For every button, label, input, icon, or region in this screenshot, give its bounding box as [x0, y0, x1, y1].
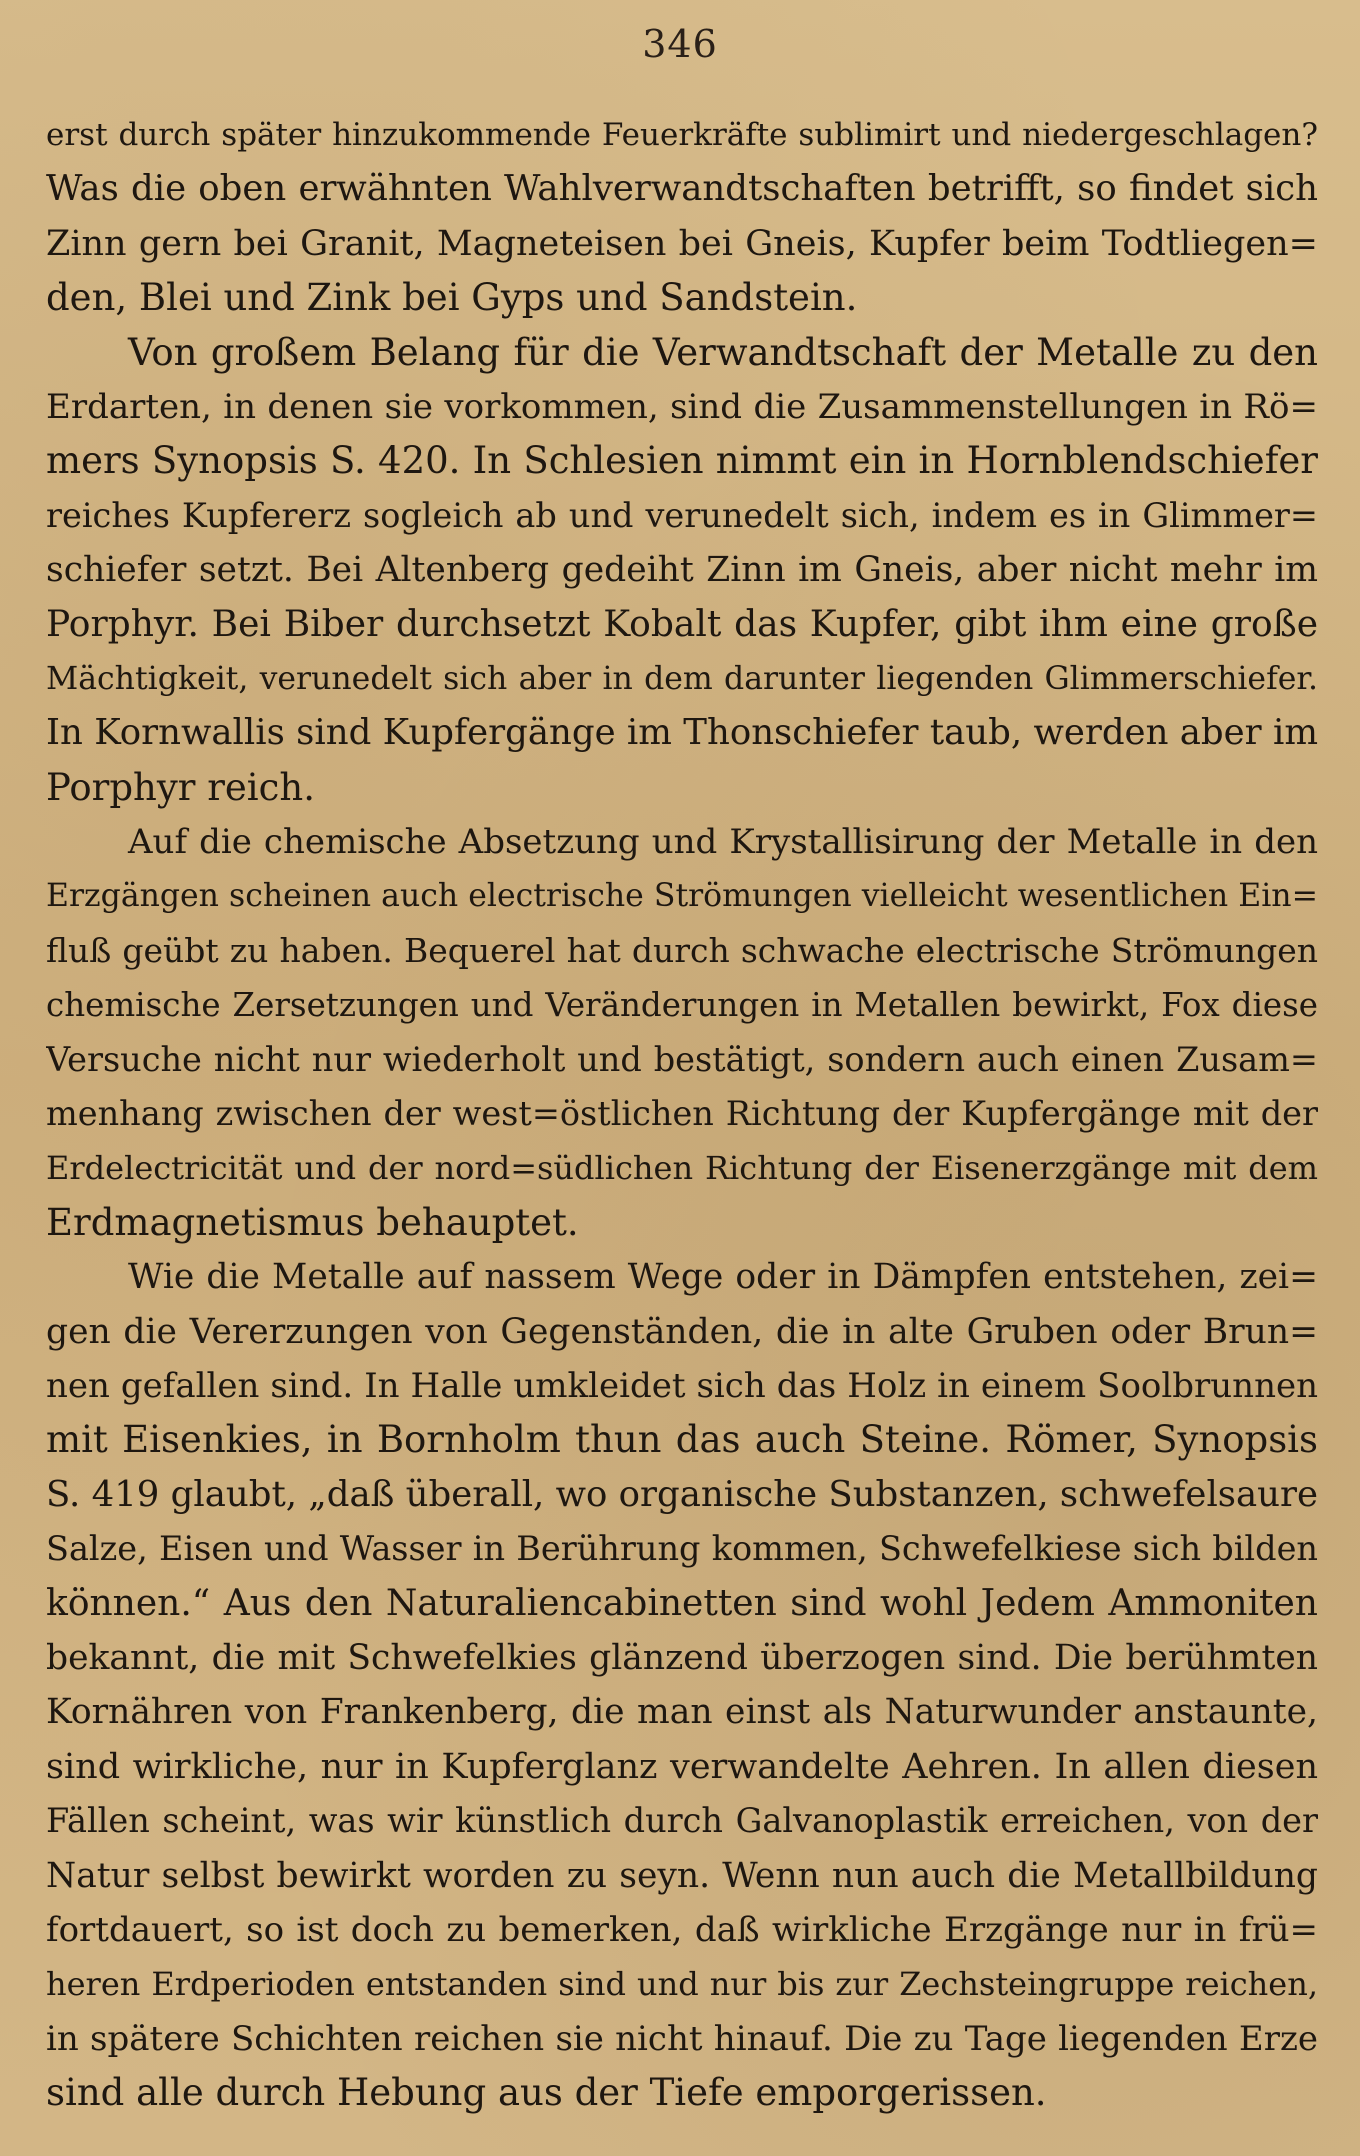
text-line: sind alle durch Hebung aus der Tiefe emporgerissen. — [46, 2071, 1047, 2115]
text-line: Porphyr reich. — [46, 765, 315, 809]
text-line: erst durch später hinzukommende Feuerkräfte sublimirt und niedergeschlagen? — [46, 117, 1318, 153]
page-number: 346 — [642, 22, 718, 66]
text-line: bekannt, die mit Schwefelkies glänzend überzogen sind. Die berühmten — [46, 1637, 1318, 1678]
text-line: S. 419 glaubt, „daß überall, wo organische Substanzen, schwefelsaure — [46, 1473, 1318, 1515]
text-line: Natur selbst bewirkt worden zu seyn. Wenn nun auch die Metallbildung — [46, 1855, 1318, 1896]
text-line: Erdelectricität und der nord=südlichen Richtung der Eisenerzgänge mit dem — [46, 1149, 1318, 1188]
text-line: Wie die Metalle auf nassem Wege oder in Dämpfen entstehen, zei= — [128, 1257, 1318, 1298]
paragraph-4 — [46, 1250, 1318, 2120]
paragraph-2 — [46, 326, 1318, 816]
paragraph-1 — [46, 108, 1318, 326]
text-line: sind wirkliche, nur in Kupferglanz verwandelte Aehren. In allen diesen — [46, 1746, 1318, 1787]
text-line: heren Erdperioden entstanden sind und nur bis zur Zechsteingruppe reichen, — [46, 1965, 1318, 2004]
text-line: Zinn gern bei Granit, Magneteisen bei Gneis, Kupfer beim Todtliegen= — [46, 223, 1318, 264]
text-line: menhang zwischen der west=östlichen Richtung der Kupfergänge mit der — [46, 1094, 1318, 1134]
text-line: Erdmagnetismus behauptet. — [46, 1200, 579, 1244]
text-line: den, Blei und Zink bei Gyps und Sandstein. — [46, 276, 858, 320]
text-line: Was die oben erwähnten Wahlverwandtschaften betrifft, so findet sich — [46, 168, 1318, 210]
text-line: Erdarten, in denen sie vorkommen, sind die Zusammenstellungen in Rö= — [46, 386, 1318, 427]
text-line: chemische Zersetzungen und Veränderungen in Metallen bewirkt, Fox diese — [46, 986, 1318, 1025]
text-line: Versuche nicht nur wiederholt und bestätigt, sondern auch einen Zusam= — [46, 1039, 1318, 1079]
text-line: Erzgängen scheinen auch electrische Strömungen vielleicht wesentlichen Ein= — [46, 878, 1318, 915]
text-line: nen gefallen sind. In Halle umkleidet sich das Holz in einem Soolbrunnen — [46, 1365, 1318, 1406]
body-text — [46, 108, 1318, 2120]
text-line: Auf die chemische Absetzung und Krystallisirung der Metalle in den — [128, 822, 1318, 863]
text-line: Porphyr. Bei Biber durchsetzt Kobalt das Kupfer, gibt ihm eine große — [46, 603, 1318, 645]
text-line: Von großem Belang für die Verwandtschaft der Metalle zu den — [128, 330, 1318, 374]
text-line: Fällen scheint, was wir künstlich durch Galvanoplastik erreichen, von der — [46, 1801, 1318, 1841]
paragraph-3 — [46, 815, 1318, 1250]
text-line: Kornähren von Frankenberg, die man einst als Naturwunder anstaunte, — [46, 1692, 1318, 1733]
text-line: Mächtigkeit, verunedelt sich aber in dem darunter liegenden Glimmerschiefer. — [46, 660, 1318, 697]
text-line: mit Eisenkies, in Bornholm thun das auch Steine. Römer, Synopsis — [46, 1418, 1318, 1462]
text-line: können.“ Aus den Naturaliencabinetten sind wohl Jedem Ammoniten — [46, 1582, 1318, 1624]
text-line: schiefer setzt. Bei Altenberg gedeiht Zinn im Gneis, aber nicht mehr im — [46, 550, 1318, 591]
text-line: Salze, Eisen und Wasser in Berührung kommen, Schwefelkiese sich bilden — [46, 1529, 1318, 1569]
text-line: reiches Kupfererz sogleich ab und verunedelt sich, indem es in Glimmer= — [46, 495, 1318, 535]
text-line: gen die Vererzungen von Gegenständen, die in alte Gruben oder Brun= — [46, 1311, 1318, 1352]
text-line: In Kornwallis sind Kupfergänge im Thonschiefer taub, werden aber im — [46, 712, 1318, 754]
text-line: mers Synopsis S. 420. In Schlesien nimmt ein in Hornblendschiefer — [46, 439, 1318, 483]
text-line: fortdauert, so ist doch zu bemerken, daß wirkliche Erzgänge nur in frü= — [46, 1909, 1318, 1950]
text-line: in spätere Schichten reichen sie nicht hinauf. Die zu Tage liegenden Erze — [46, 2018, 1318, 2059]
text-line: fluß geübt zu haben. Bequerel hat durch schwache electrische Strömungen — [46, 930, 1318, 970]
